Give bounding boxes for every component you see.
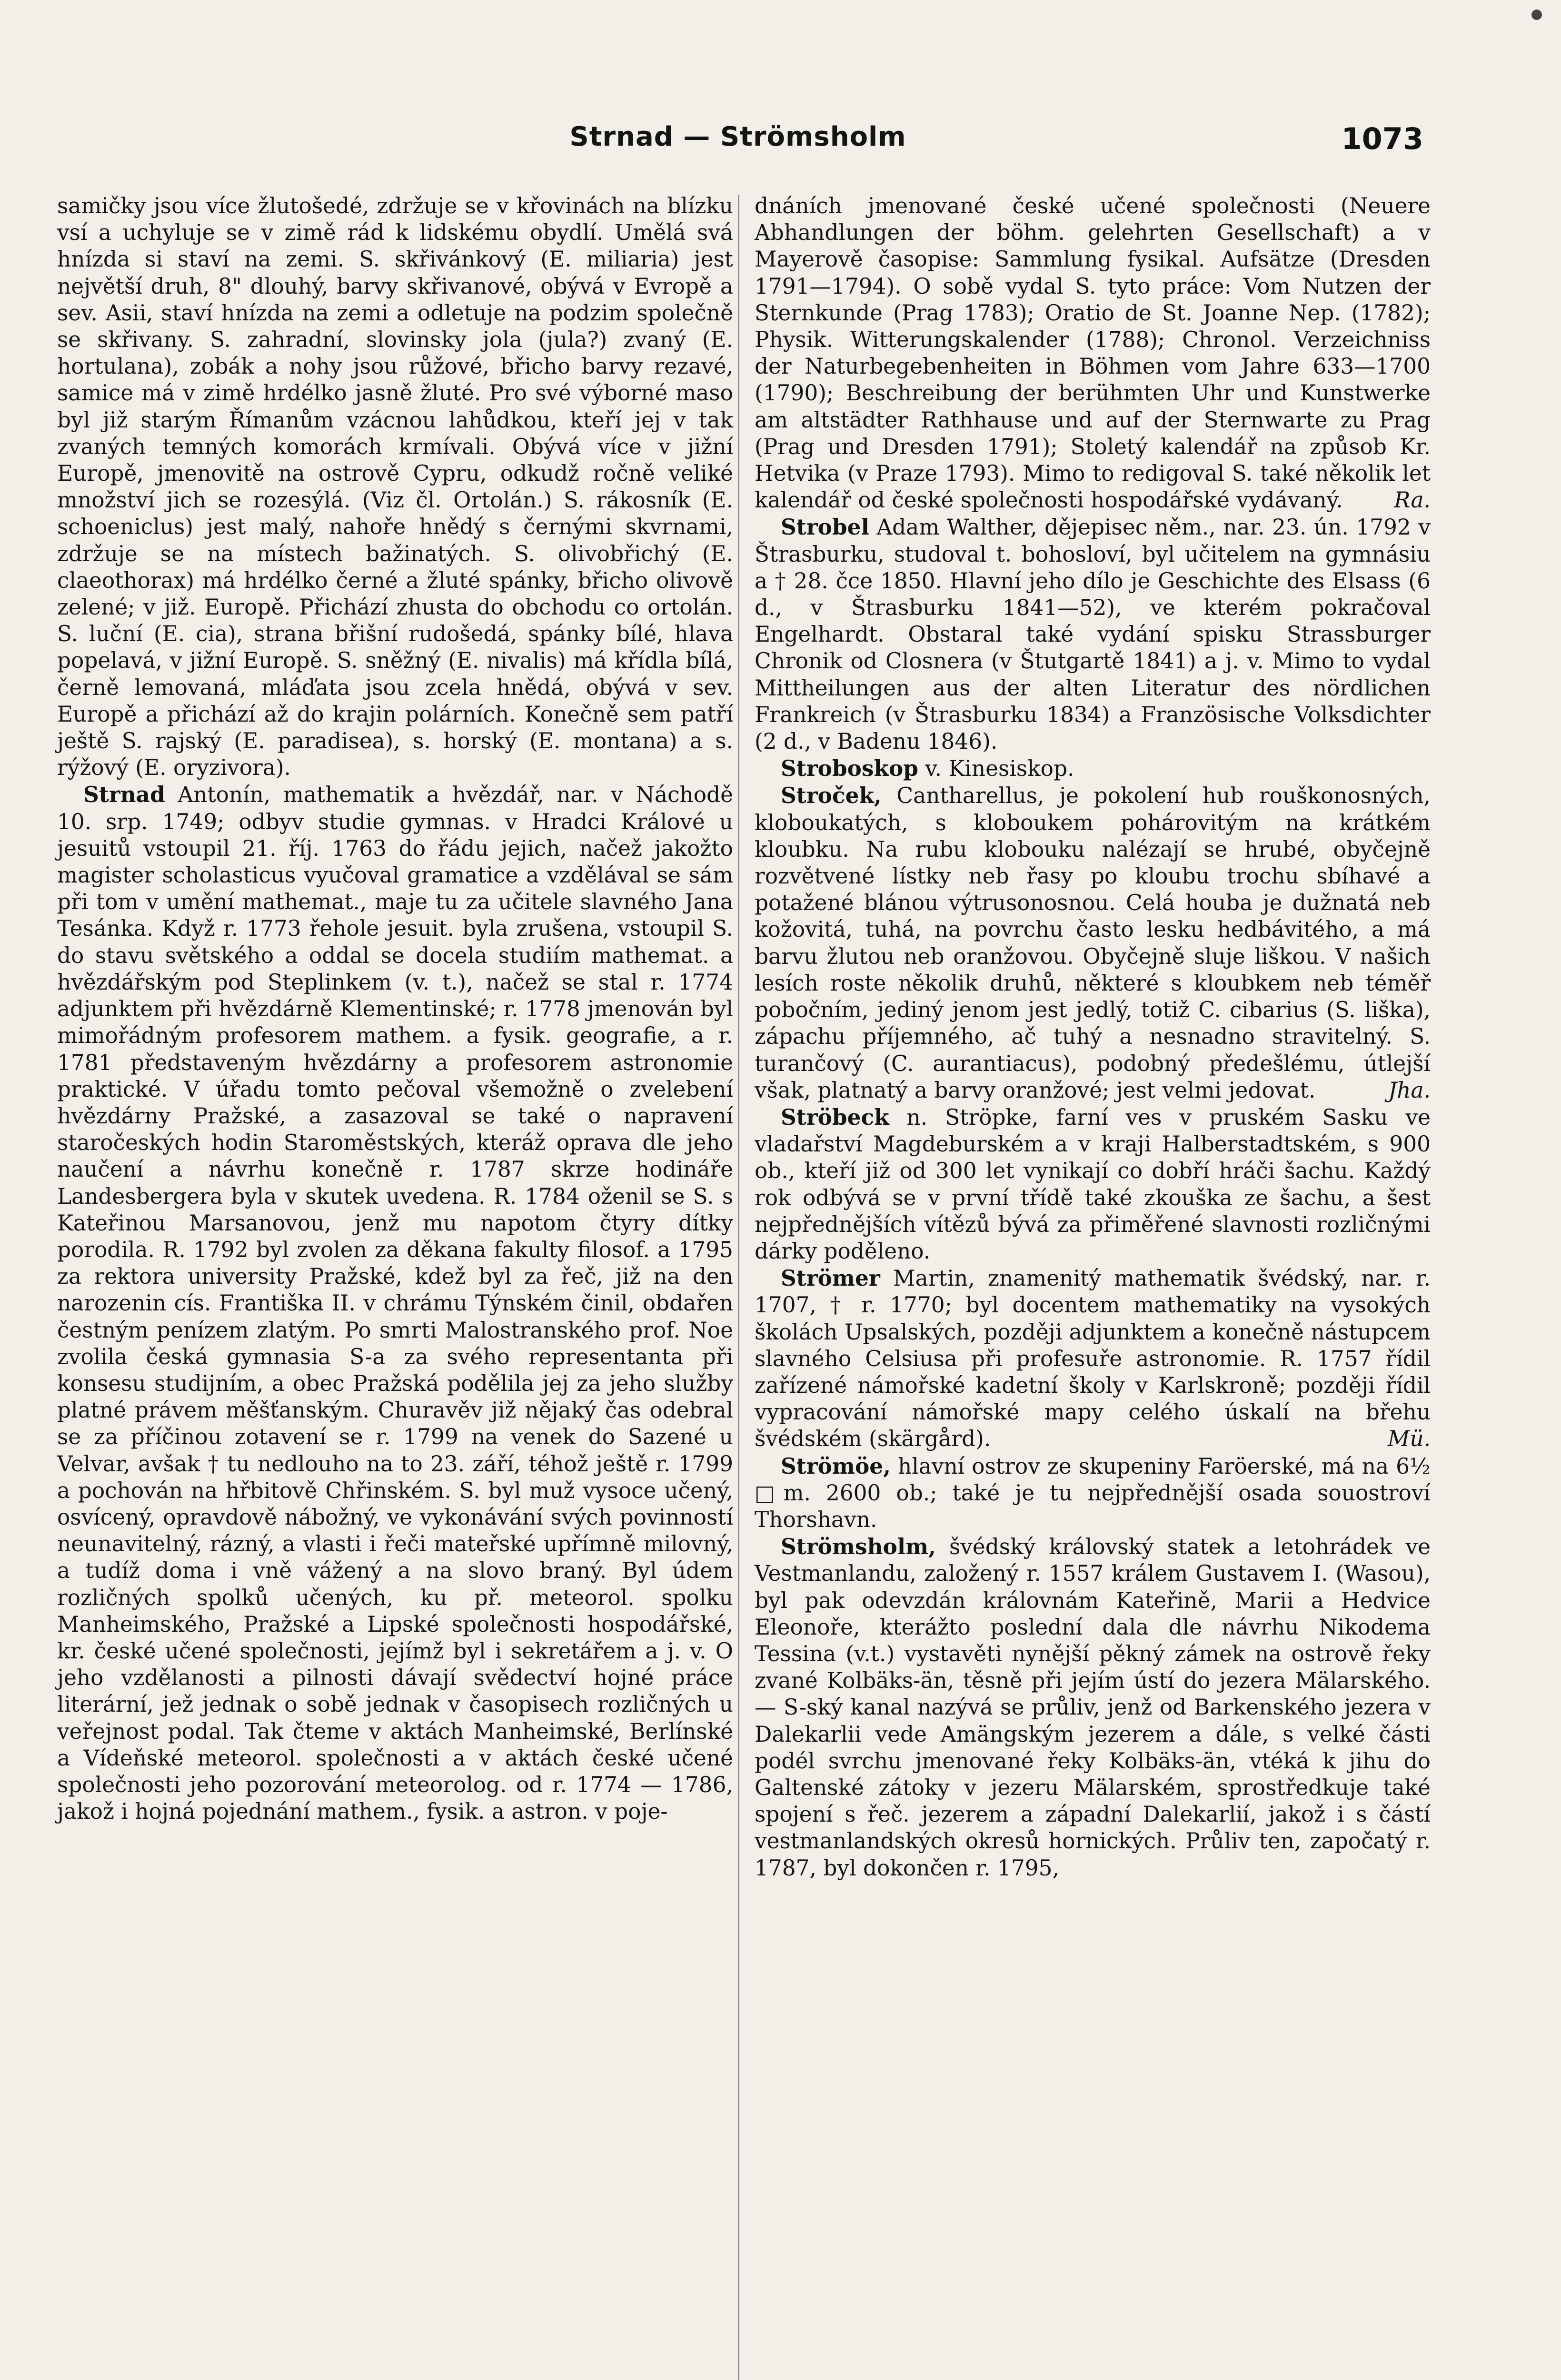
entry-term: Ströbeck — [781, 1104, 889, 1130]
entry-strocek — [755, 782, 1431, 1103]
entry-term: Strömer — [781, 1265, 880, 1291]
author-signature: Mü. — [1387, 1426, 1431, 1452]
entry-term: Strobel — [781, 514, 869, 540]
author-signature: Jha. — [1388, 1077, 1431, 1103]
left-column — [57, 193, 733, 1825]
entry-stromsholm — [755, 1533, 1431, 1882]
entry-text: Antonín, mathematik a hvězdář, nar. v Náchodě 10. srp. 1749; odbyv studie gymnas. v Hradci Králové u jesuitů vstoupil 21. říj. 1763 do řádu jejich, načež jakožto magister scholasticus vyučoval gramatice a vzdělával se sám při tom v umění mathemat., maje tu za učitele slavného Jana Tesánka. Když r. 1773 řehole jesuit. byla zrušena, vstoupil S. do stavu světského a oddal se docela studiím mathemat. a hvězdářským pod Steplinkem (v. t.), načež se stal r. 1774 adjunktem při hvězdárně Klementinské; r. 1778 jmenován byl mimořádným profesorem mathem. a fysik. geografie, a r. 1781 představeným hvězdárny a profesorem astronomie praktické. V úřadu tomto pečoval všemožně o zvelebení hvězdárny Pražské, a zasazoval se také o napravení staročeských hodin Staroměstských, kteráž oprava dle jeho naučení a návrhu konečně r. 1787 skrze hodináře Landesbergera byla v skutek uvedena. R. 1784 oženil se S. s Kateřinou Marsanovou, jenž mu napotom čtyry dítky porodila. R. 1792 byl zvolen za děkana fakulty filosof. a 1795 za rektora university Pražské, kdež byl za řeč, již na den narozenin cís. Františka II. v chrámu Týnském činil, obdařen čestným penízem zlatým. Po smrti Malostranského prof. Noe zvolila česká gymnasia S-a za svého representanta při konsesu studijním, a obec Pražská podělila jej za jeho služby platné právem měšťanským. Churavěv již nějaký čas odebral se za příčinou zotavení se r. 1799 na venek do Sazené u Velvar, avšak † tu nedlouho na to 23. září, téhož ještě r. 1799 a pochován na hřbitově Chřinském. S. byl muž vysoce učený, osvícený, opravdově nábožný, ve vykonávání svých povinností neunavitelný, rázný, a vlasti i řeči mateřské upřímně milovný, a tudíž doma i vně vážený a na slovo braný. Byl údem rozličných spolků učených, ku př. meteorol. spolku Manheimského, Pražské a Lipské společnosti hospodářské, kr. české učené společnosti, jejímž byl i sekretářem a j. v. O jeho vzdělanosti a pilnosti dávají svědectví hojné práce literární, jež jednak o sobě jednak v časopisech rozličných u veřejnost podal. Tak čteme v aktách Manheimské, Berlínské a Vídeňské meteorol. společnosti a v aktách české učené společnosti jeho pozorování meteorolog. od r. 1774 — 1786, jakož i hojná pojednání mathem., fysik. a astron. v poje- — [57, 782, 733, 1825]
entry-continuation: samičky jsou více žlutošedé, zdržuje se v křovinách na blízku vsí a uchyluje se v zimě rád k lidskému obydlí. Umělá svá hnízda si staví na zemi. S. skřivánkový (E. miliaria) jest největší druh, 8" dlouhý, barvy skřivanové, obývá v Evropě a sev. Asii, staví hnízda na zemi a odletuje na podzim společně se skřivany. S. zahradní, slovinsky jola (jula?) zvaný (E. hortulana), zobák a nohy jsou růžové, břicho barvy rezavé, samice má v zimě hrdélko jasně žluté. Pro své výborné maso byl již starým Římanům vzácnou lahůdkou, kteří jej v tak zvaných temných komorách krmívali. Obývá více v jižní Europě, jmenovitě na ostrově Cypru, odkudž ročně veliké množství jich se rozesýlá. (Viz čl. Ortolán.) S. rákosník (E. schoeniclus) jest malý, nahoře hnědý s černými skvrnami, zdržuje se na místech bažinatých. S. olivobřichý (E. claeothorax) má hrdélko černé a žluté spánky, břicho olivově zelené; v již. Europě. Přichází zhusta do obchodu co ortolán. S. luční (E. cia), strana břišní rudošedá, spánky bílé, hlava popelavá, v jižní Europě. S. sněžný (E. nivalis) má křídla bílá, černě lemovaná, mláďata jsou zcela hnědá, obývá v sev. Europě a přichází až do krajin polárních. Konečně sem patří ještě S. rajský (E. paradisea), s. horský (E. montana) a s. rýžový (E. oryzivora). — [57, 193, 733, 781]
entry-continuation — [755, 193, 1431, 514]
entry-term: Strnad — [83, 782, 165, 808]
right-column — [755, 193, 1431, 1882]
entry-text: v. Kinesiskop. — [918, 756, 1074, 782]
entry-stroboskop — [755, 755, 1431, 782]
entry-text: hlavní ostrov ze skupeniny Faröerské, má na 6½ □m. 2600 ob.; také je tu nejpřednější osada souostroví Thorshavn. — [755, 1453, 1431, 1532]
corner-dot — [1531, 10, 1542, 20]
entry-stromer — [755, 1265, 1431, 1452]
page-header — [52, 121, 1423, 164]
running-title: Strnad — Strömsholm — [569, 121, 906, 152]
entry-strobel — [755, 514, 1431, 755]
entry-term: Stroboskop — [781, 755, 918, 782]
page-number: 1073 — [1341, 121, 1423, 156]
entry-strobeck — [755, 1104, 1431, 1265]
entry-stromoe — [755, 1453, 1431, 1534]
entry-text: Adam Walther, dějepisec něm., nar. 23. ún. 1792 v Štrasburku, studoval t. bohosloví, byl učitelem na gymnásiu a † 28. čce 1850. Hlavní jeho dílo je Geschichte des Elsass (6 d., v Štrasburku 1841—52), ve kterém pokračoval Engelhardt. Obstaral také vydání spisku Strassburger Chronik od Closnera (v Štutgartě 1841) a j. v. Mimo to vydal Mittheilungen aus der alten Literatur des nördlichen Frankreich (v Štrasburku 1834) a Französische Volksdichter (2 d., v Badenu 1846). — [755, 515, 1431, 754]
entry-term: Strömsholm, — [781, 1534, 936, 1560]
entry-text: n. Ströpke, farní ves v pruském Sasku ve vladařství Magdeburském a v kraji Halberstadtském, s 900 ob., kteří již od 300 let vynikají co dobří hráči šachu. Každý rok odbývá se v první třídě také zkouška ze šachu, a šest nejpřednějších vítězů bývá za přiměřené slavnosti rozličnými dárky poděleno. — [755, 1104, 1431, 1264]
entry-strnad — [57, 781, 733, 1825]
entry-text: Cantharellus, je pokolení hub rouškonosných, kloboukatých, s kloboukem pohárovitým na krátkém kloubku. Na rubu klobouku nalézají se hrubé, obyčejně rozvětvené lístky neb řasy po kloubu trochu sbíhavé a potažené blánou výtrusonosnou. Celá houba je dužnatá neb kožovitá, tuhá, na povrchu často lesku hedbávitého, a má barvu žlutou neb oranžovou. Obyčejně sluje liškou. V našich lesích roste několik druhů, některé s kloubkem neb téměř pobočním, jediný jenom jest jedlý, totiž C. cibarius (S. liška), zápachu příjemného, ač tuhý a nesnadno stravitelný. S. turančový (C. aurantiacus), podobný předešlému, útlejší však, platnatý a barvy oranžové; jest velmi jedovat. — [755, 783, 1431, 1103]
entry-text: Martin, znamenitý mathematik švédský, nar. r. 1707, † r. 1770; byl docentem mathematiky na vysokých školách Upsalských, později adjunktem a konečně nástupcem slavného Celsiusa při profesuře astronomie. R. 1757 řídil zařízené námořské kadetní školy v Karlskroně; později řídil vypracování námořské mapy celého úskalí na břehu švédském (skärgård). — [755, 1266, 1431, 1452]
author-signature: Ra. — [1394, 487, 1431, 513]
column-divider — [738, 195, 739, 2380]
entry-term: Strömöe, — [781, 1453, 891, 1479]
entry-term: Stroček, — [781, 783, 882, 809]
entry-text: dnáních jmenované české učené společnosti (Neuere Abhandlungen der böhm. gelehrten Gesellschaft) a v Mayerově časopise: Sammlung fysikal. Aufsätze (Dresden 1791—1794). O sobě vydal S. tyto práce: Vom Nutzen der Sternkunde (Prag 1783); Oratio de St. Joanne Nep. (1782); Physik. Witterungskalender (1788); Chronol. Verzeichniss der Naturbegebenheiten in Böhmen vom Jahre 633—1700 (1790); Beschreibung der berühmten Uhr und Kunstwerke am altstädter Rathhause und auf der Sternwarte zu Prag (Prag und Dresden 1791); Stoletý kalendář na způsob Kr. Hetvika (v Praze 1793). Mimo to redigoval S. také několik let kalendář od české společnosti hospodářské vydávaný. — [755, 193, 1431, 513]
entry-text: švédský královský statek a letohrádek ve Vestmanlandu, založený r. 1557 králem Gustavem I. (Wasou), byl pak odevzdán královnám Kateřině, Marii a Hedvice Eleonoře, kterážto poslední dala dle návrhu Nikodema Tessina (v.t.) vystavěti nynější pěkný zámek na ostrově řeky zvané Kolbäks-än, těsně při jejím ústí do jezera Mälarského. — S-ský kanal nazývá se průliv, jenž od Barkenského jezera v Dalekarlii vede Amängským jezerem a dále, s velké části podél svrchu jmenované řeky Kolbäks-än, vtéká k jihu do Galtenské zátoky v jezeru Mälarském, sprostředkuje také spojení s řeč. jezerem a západní Dalekarlií, jakož i s částí vestmanlandských okresů hornických. Průliv ten, započatý r. 1787, byl dokončen r. 1795, — [755, 1534, 1431, 1881]
